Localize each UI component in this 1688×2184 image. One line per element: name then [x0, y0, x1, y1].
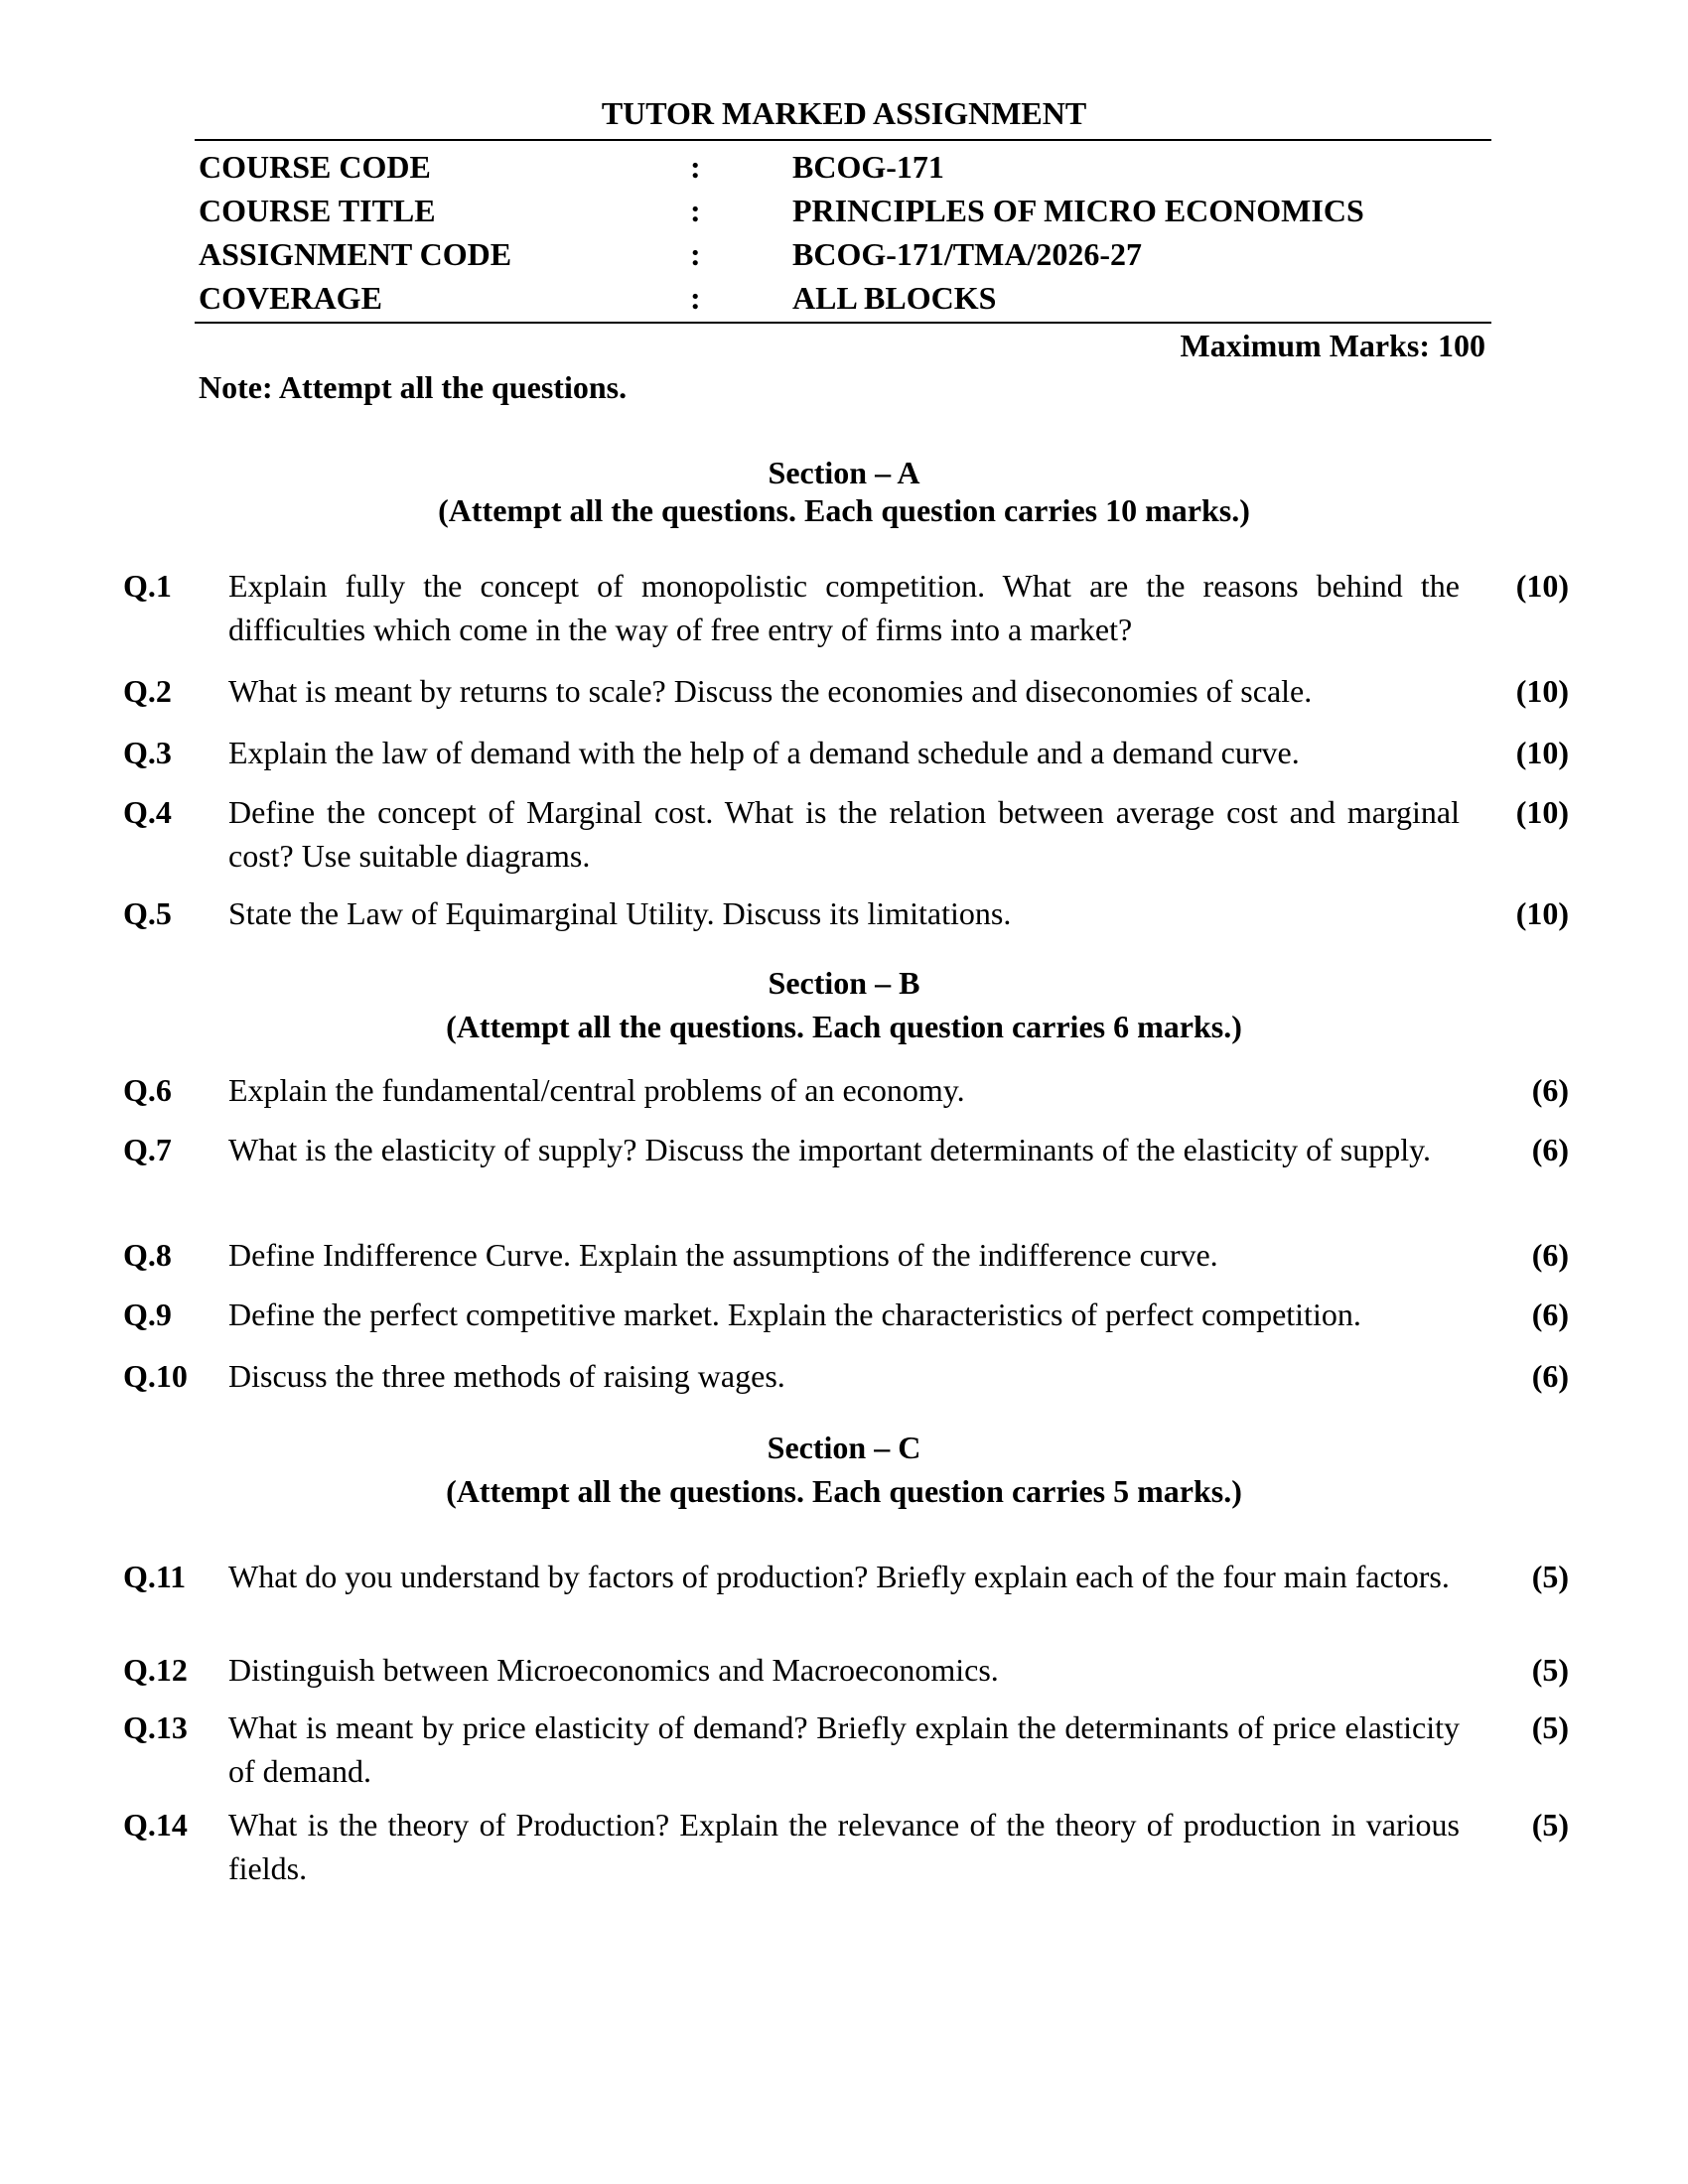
info-colon: : [690, 193, 701, 228]
note: Note: Attempt all the questions. [199, 369, 628, 405]
question-marks: (10) [1515, 794, 1569, 830]
info-row-coverage [199, 276, 1489, 320]
question-number: Q.3 [123, 735, 172, 770]
section-c-title: Section – C [767, 1430, 921, 1465]
question-text: Distinguish between Microeconomics and Macroeconomics. [228, 1652, 999, 1688]
question-number: Q.10 [123, 1358, 188, 1394]
question-marks: (5) [1531, 1652, 1569, 1688]
question-number: Q.12 [123, 1652, 188, 1688]
info-row-course-title [199, 189, 1489, 232]
maximum-marks: Maximum Marks: 100 [1180, 328, 1485, 363]
section-a-instruction: (Attempt all the questions. Each question carries 10 marks.) [438, 492, 1250, 528]
question-number: Q.11 [123, 1559, 187, 1594]
question-marks: (6) [1531, 1237, 1569, 1273]
info-row-course-code [199, 145, 1489, 189]
question-marks: (6) [1531, 1358, 1569, 1394]
question-marks: (6) [1531, 1072, 1569, 1108]
question-text: Define Indifference Curve. Explain the assumptions of the indifference curve. [228, 1237, 1218, 1273]
info-colon: : [690, 280, 701, 316]
question-text: What is meant by returns to scale? Discuss the economies and diseconomies of scale. [228, 673, 1313, 709]
question-text: Define the concept of Marginal cost. What is the relation between average cost and marginal cost? Use suitable diagrams. [228, 794, 1460, 874]
question-number: Q.6 [123, 1072, 172, 1108]
question-number: Q.14 [123, 1807, 188, 1843]
question-marks: (5) [1531, 1709, 1569, 1745]
question-number: Q.5 [123, 895, 172, 931]
question-text: Explain the fundamental/central problems of an economy. [228, 1072, 965, 1108]
section-b-title: Section – B [768, 965, 920, 1001]
question-text: Explain fully the concept of monopolistic competition. What are the reasons behind the difficulties which come in the way of free entry of firms into a market? [228, 568, 1460, 647]
question-text: Define the perfect competitive market. Explain the characteristics of perfect competition. [228, 1297, 1361, 1332]
info-value: BCOG-171 [792, 149, 944, 185]
question-marks: (5) [1531, 1559, 1569, 1594]
question-marks: (10) [1515, 568, 1569, 604]
info-colon: : [690, 236, 701, 272]
question-number: Q.7 [123, 1132, 172, 1167]
question-marks: (10) [1515, 735, 1569, 770]
question-text: What do you understand by factors of production? Briefly explain each of the four main factors. [228, 1559, 1450, 1594]
question-marks: (6) [1531, 1297, 1569, 1332]
question-number: Q.9 [123, 1297, 172, 1332]
question-text: What is meant by price elasticity of demand? Briefly explain the determinants of price elasticity of demand. [228, 1709, 1460, 1789]
info-value: PRINCIPLES OF MICRO ECONOMICS [792, 193, 1364, 228]
question-text: Discuss the three methods of raising wages. [228, 1358, 785, 1394]
section-b-instruction: (Attempt all the questions. Each question carries 6 marks.) [446, 1009, 1242, 1044]
question-marks: (6) [1531, 1132, 1569, 1167]
info-label: COVERAGE [199, 280, 382, 316]
info-value: ALL BLOCKS [792, 280, 997, 316]
bottom-rule [195, 322, 1491, 324]
question-text: Explain the law of demand with the help of a demand schedule and a demand curve. [228, 735, 1300, 770]
question-number: Q.8 [123, 1237, 172, 1273]
question-number: Q.1 [123, 568, 172, 604]
question-text: What is the elasticity of supply? Discuss the important determinants of the elasticity of supply. [228, 1132, 1431, 1167]
question-number: Q.13 [123, 1709, 188, 1745]
question-marks: (10) [1515, 673, 1569, 709]
info-value: BCOG-171/TMA/2026-27 [792, 236, 1142, 272]
question-number: Q.4 [123, 794, 172, 830]
question-marks: (10) [1515, 895, 1569, 931]
info-label: COURSE CODE [199, 149, 431, 185]
question-marks: (5) [1531, 1807, 1569, 1843]
question-text: What is the theory of Production? Explain the relevance of the theory of production in various fields. [228, 1807, 1460, 1886]
info-row-assignment-code [199, 232, 1489, 276]
info-label: ASSIGNMENT CODE [199, 236, 512, 272]
question-text: State the Law of Equimarginal Utility. Discuss its limitations. [228, 895, 1012, 931]
info-colon: : [690, 149, 701, 185]
info-label: COURSE TITLE [199, 193, 436, 228]
course-info-table [199, 145, 1489, 320]
question-number: Q.2 [123, 673, 172, 709]
section-a-title: Section – A [768, 455, 920, 490]
top-rule [195, 139, 1491, 141]
document-title: TUTOR MARKED ASSIGNMENT [601, 95, 1087, 131]
section-c-instruction: (Attempt all the questions. Each question carries 5 marks.) [446, 1473, 1242, 1509]
